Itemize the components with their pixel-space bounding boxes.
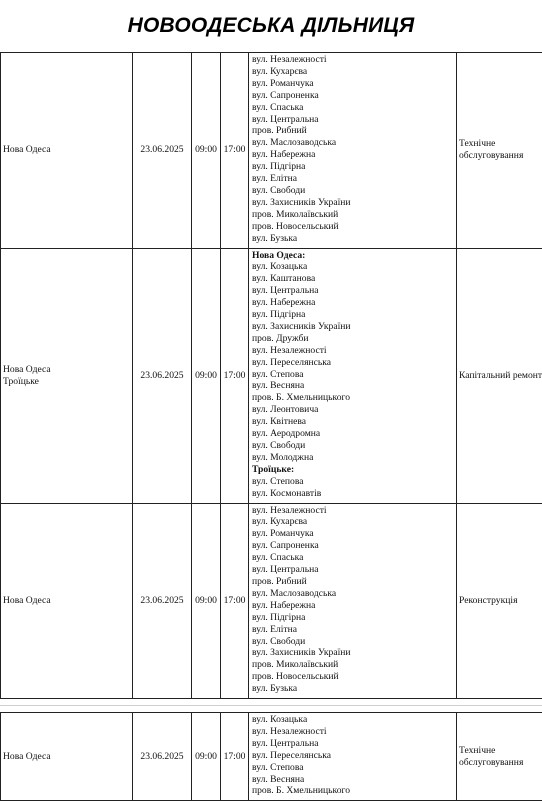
street-name: вул. Захисників України [252, 197, 453, 209]
street-name: вул. Леонтовича [252, 404, 453, 416]
street-name: вул. Кухарєва [252, 516, 453, 528]
date-cell: 23.06.2025 [133, 248, 192, 503]
locality-name: Нова Одеса [3, 364, 130, 376]
work-type-cell: Капітальний ремонт [457, 248, 542, 503]
work-type-cell: Технічне обслуговування [457, 713, 542, 801]
locality-cell [1, 713, 133, 801]
street-name: вул. Незалежності [252, 726, 453, 738]
street-group-heading: Троїцьке: [252, 464, 453, 476]
locality-name: Нова Одеса [3, 144, 130, 156]
street-name: вул. Свободи [252, 185, 453, 197]
street-name: вул. Центральна [252, 285, 453, 297]
street-name: вул. Кухарєва [252, 66, 453, 78]
street-name: вул. Переселянська [252, 750, 453, 762]
date-cell: 23.06.2025 [133, 503, 192, 699]
street-name: вул. Центральна [252, 738, 453, 750]
street-name: вул. Підгірна [252, 161, 453, 173]
street-name: вул. Переселянська [252, 357, 453, 369]
outage-schedule-body [1, 713, 542, 801]
outage-schedule-table [0, 52, 542, 699]
street-name: пров. Б. Хмельницького [252, 785, 453, 797]
page-break-divider [0, 705, 542, 706]
end-time-cell: 17:00 [221, 248, 249, 503]
locality-name: Троїцьке [3, 376, 130, 388]
street-name: вул. Степова [252, 762, 453, 774]
locality-name: Нова Одеса [3, 751, 130, 763]
street-name: вул. Центральна [252, 114, 453, 126]
start-time-cell: 09:00 [192, 503, 221, 699]
streets-cell [249, 53, 457, 249]
street-name: вул. Молоджна [252, 452, 453, 464]
streets-cell [249, 248, 457, 503]
street-name: вул. Незалежності [252, 54, 453, 66]
street-name: вул. Незалежності [252, 505, 453, 517]
start-time-cell: 09:00 [192, 53, 221, 249]
street-name: пров. Миколаївський [252, 659, 453, 671]
street-name: вул. Сапроненка [252, 540, 453, 552]
street-name: вул. Романчука [252, 78, 453, 90]
street-name: вул. Бузька [252, 233, 453, 245]
street-name: вул. Спаська [252, 552, 453, 564]
street-name: вул. Козацька [252, 714, 453, 726]
street-name: вул. Спаська [252, 102, 453, 114]
work-type-cell: Технічне обслуговування [457, 53, 542, 249]
table-row [1, 503, 542, 699]
street-name: вул. Свободи [252, 440, 453, 452]
street-name: вул. Маслозаводська [252, 137, 453, 149]
street-name: вул. Елітна [252, 173, 453, 185]
street-name: вул. Захисників України [252, 321, 453, 333]
start-time-cell: 09:00 [192, 713, 221, 801]
street-name: пров. Новосельський [252, 671, 453, 683]
street-name: пров. Рибний [252, 576, 453, 588]
street-name: вул. Свободи [252, 636, 453, 648]
street-name: вул. Космонавтів [252, 488, 453, 500]
date-cell: 23.06.2025 [133, 713, 192, 801]
street-name: вул. Квітнева [252, 416, 453, 428]
street-name: вул. Незалежності [252, 345, 453, 357]
street-name: вул. Козацька [252, 261, 453, 273]
streets-cell [249, 503, 457, 699]
date-cell: 23.06.2025 [133, 53, 192, 249]
street-name: вул. Сапроненка [252, 90, 453, 102]
street-name: вул. Каштанова [252, 273, 453, 285]
street-name: вул. Набережна [252, 297, 453, 309]
street-name: пров. Новосельський [252, 221, 453, 233]
street-name: вул. Бузька [252, 683, 453, 695]
street-name: вул. Весняна [252, 774, 453, 786]
outage-schedule-table-continued [0, 712, 542, 801]
street-name: вул. Степова [252, 369, 453, 381]
table-row [1, 53, 542, 249]
end-time-cell: 17:00 [221, 713, 249, 801]
page-title: НОВООДЕСЬКА ДІЛЬНИЦЯ [0, 14, 542, 38]
street-name: вул. Романчука [252, 528, 453, 540]
street-name: пров. Миколаївський [252, 209, 453, 221]
street-name: вул. Степова [252, 476, 453, 488]
street-name: вул. Центральна [252, 564, 453, 576]
street-name: вул. Набережна [252, 149, 453, 161]
outage-schedule-body [1, 53, 542, 699]
locality-name: Нова Одеса [3, 595, 130, 607]
street-name: вул. Елітна [252, 624, 453, 636]
work-type-cell: Реконструкція [457, 503, 542, 699]
street-name: вул. Підгірна [252, 612, 453, 624]
street-name: пров. Рибний [252, 125, 453, 137]
street-name: вул. Аеродромна [252, 428, 453, 440]
table-row [1, 248, 542, 503]
street-name: пров. Б. Хмельницького [252, 392, 453, 404]
end-time-cell: 17:00 [221, 53, 249, 249]
street-name: вул. Захисників України [252, 647, 453, 659]
table-row [1, 713, 542, 801]
street-name: пров. Дружби [252, 333, 453, 345]
street-name: вул. Набережна [252, 600, 453, 612]
start-time-cell: 09:00 [192, 248, 221, 503]
locality-cell [1, 248, 133, 503]
street-name: вул. Весняна [252, 380, 453, 392]
streets-cell [249, 713, 457, 801]
locality-cell [1, 503, 133, 699]
street-name: вул. Підгірна [252, 309, 453, 321]
street-name: вул. Маслозаводська [252, 588, 453, 600]
end-time-cell: 17:00 [221, 503, 249, 699]
locality-cell [1, 53, 133, 249]
street-group-heading: Нова Одеса: [252, 250, 453, 262]
